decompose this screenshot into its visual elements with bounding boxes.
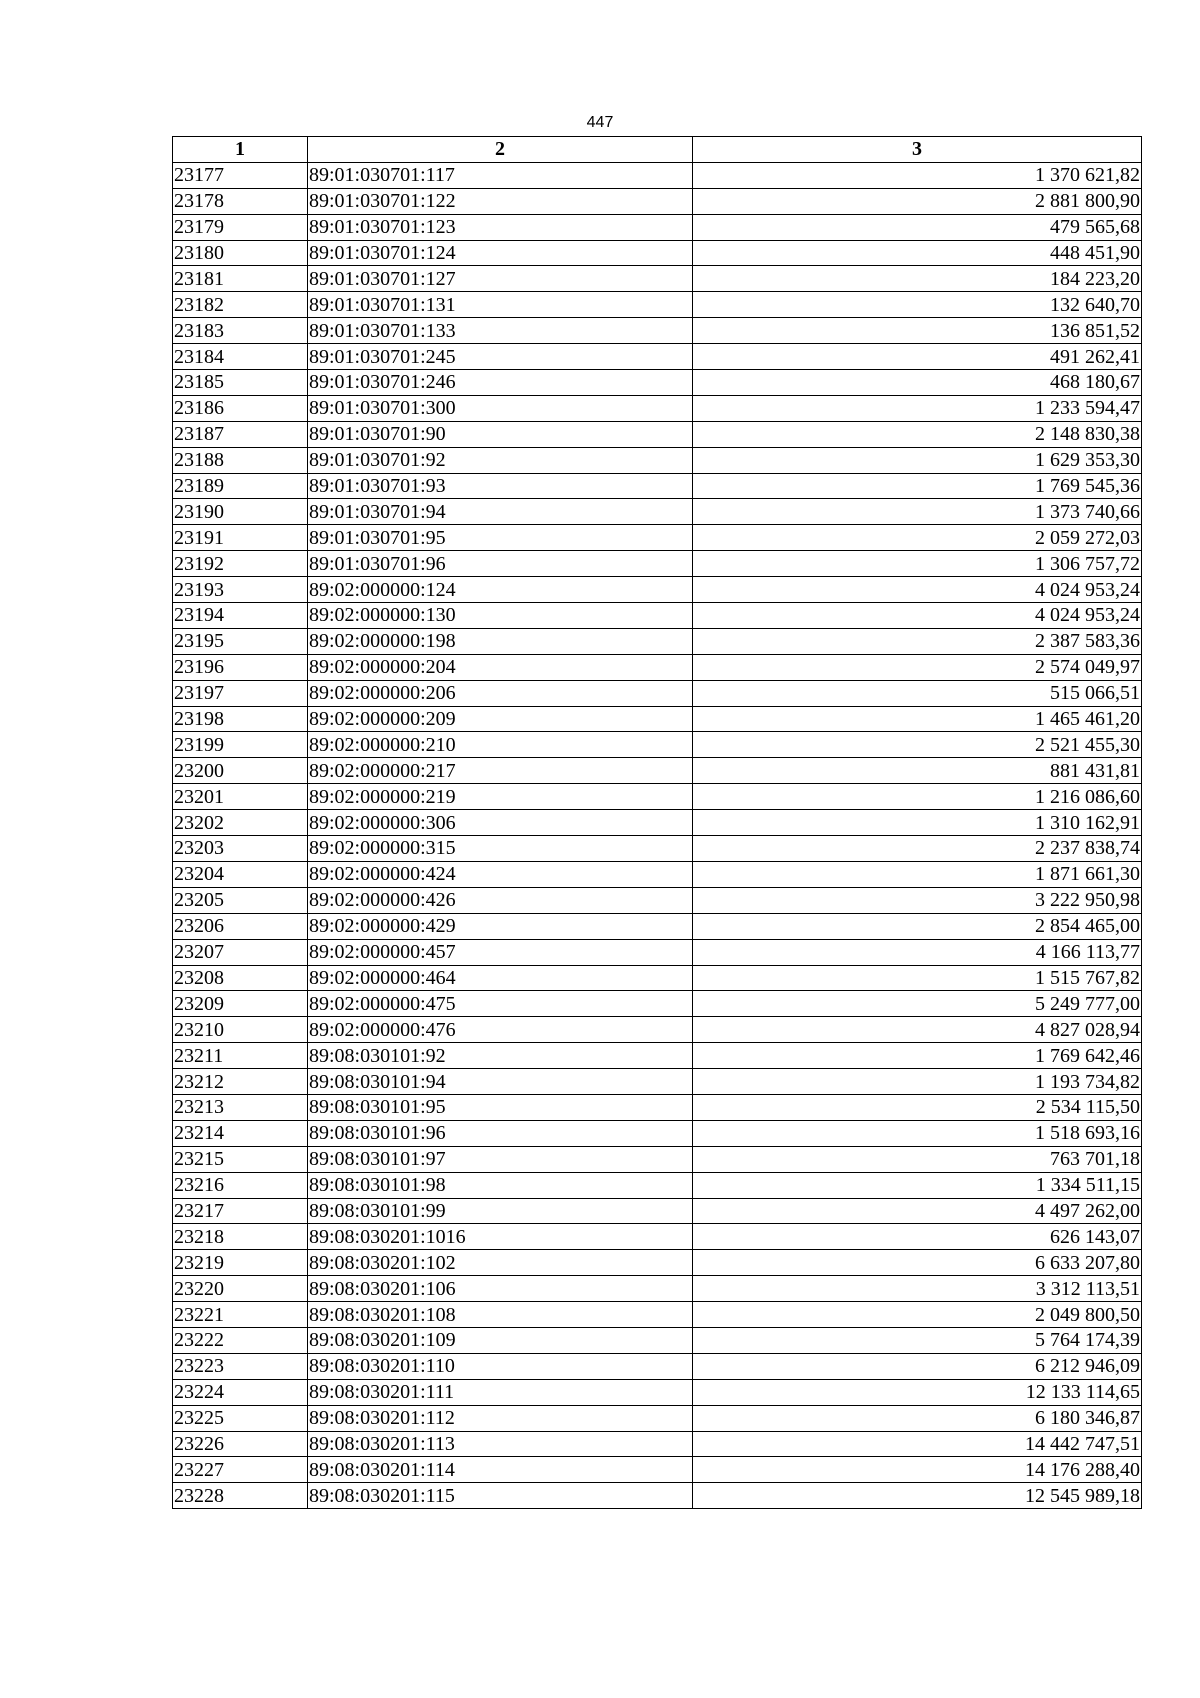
table-row	[173, 758, 1142, 784]
value-cell: 14 176 288,40	[693, 1457, 1142, 1483]
value-cell: 2 237 838,74	[693, 836, 1142, 862]
table-body	[173, 162, 1142, 1508]
cadastral-number-cell: 89:01:030701:95	[308, 525, 693, 551]
row-number-cell: 23206	[173, 913, 308, 939]
value-cell: 4 827 028,94	[693, 1017, 1142, 1043]
value-cell: 1 310 162,91	[693, 810, 1142, 836]
cadastral-number-cell: 89:01:030701:93	[308, 473, 693, 499]
value-cell: 2 574 049,97	[693, 654, 1142, 680]
cadastral-number-cell: 89:02:000000:206	[308, 680, 693, 706]
value-cell: 136 851,52	[693, 318, 1142, 344]
cadastral-number-cell: 89:08:030201:111	[308, 1379, 693, 1405]
table-row	[173, 1276, 1142, 1302]
row-number-cell: 23210	[173, 1017, 308, 1043]
value-cell: 1 769 545,36	[693, 473, 1142, 499]
table-row	[173, 318, 1142, 344]
table-row	[173, 1483, 1142, 1509]
table-row	[173, 1043, 1142, 1069]
table-row	[173, 162, 1142, 188]
table-row	[173, 1302, 1142, 1328]
row-number-cell: 23214	[173, 1120, 308, 1146]
row-number-cell: 23186	[173, 395, 308, 421]
value-cell: 132 640,70	[693, 292, 1142, 318]
value-cell: 1 193 734,82	[693, 1069, 1142, 1095]
cadastral-number-cell: 89:02:000000:426	[308, 887, 693, 913]
cadastral-number-cell: 89:02:000000:130	[308, 603, 693, 629]
value-cell: 1 306 757,72	[693, 551, 1142, 577]
value-cell: 448 451,90	[693, 240, 1142, 266]
table-row	[173, 810, 1142, 836]
table-row	[173, 370, 1142, 396]
cadastral-number-cell: 89:08:030101:94	[308, 1069, 693, 1095]
row-number-cell: 23228	[173, 1483, 308, 1509]
table-row	[173, 577, 1142, 603]
cadastral-number-cell: 89:01:030701:245	[308, 344, 693, 370]
table-row	[173, 784, 1142, 810]
value-cell: 1 370 621,82	[693, 162, 1142, 188]
row-number-cell: 23178	[173, 188, 308, 214]
table-row	[173, 732, 1142, 758]
cadastral-number-cell: 89:01:030701:300	[308, 395, 693, 421]
value-cell: 5 249 777,00	[693, 991, 1142, 1017]
cadastral-number-cell: 89:02:000000:204	[308, 654, 693, 680]
cadastral-number-cell: 89:02:000000:464	[308, 965, 693, 991]
row-number-cell: 23201	[173, 784, 308, 810]
row-number-cell: 23220	[173, 1276, 308, 1302]
registry-table	[172, 136, 1142, 1509]
table-row	[173, 1431, 1142, 1457]
row-number-cell: 23185	[173, 370, 308, 396]
cadastral-number-cell: 89:02:000000:219	[308, 784, 693, 810]
table-row	[173, 628, 1142, 654]
value-cell: 1 334 511,15	[693, 1172, 1142, 1198]
value-cell: 4 166 113,77	[693, 939, 1142, 965]
value-cell: 5 764 174,39	[693, 1327, 1142, 1353]
row-number-cell: 23212	[173, 1069, 308, 1095]
cadastral-number-cell: 89:01:030701:94	[308, 499, 693, 525]
table-row	[173, 654, 1142, 680]
cadastral-number-cell: 89:01:030701:92	[308, 447, 693, 473]
cadastral-number-cell: 89:02:000000:424	[308, 861, 693, 887]
table-row	[173, 188, 1142, 214]
row-number-cell: 23203	[173, 836, 308, 862]
row-number-cell: 23213	[173, 1094, 308, 1120]
cadastral-number-cell: 89:02:000000:198	[308, 628, 693, 654]
table-row	[173, 447, 1142, 473]
row-number-cell: 23204	[173, 861, 308, 887]
table-row	[173, 706, 1142, 732]
table-row	[173, 1224, 1142, 1250]
cadastral-number-cell: 89:01:030701:127	[308, 266, 693, 292]
cadastral-number-cell: 89:08:030101:97	[308, 1146, 693, 1172]
table-row	[173, 395, 1142, 421]
value-cell: 491 262,41	[693, 344, 1142, 370]
row-number-cell: 23227	[173, 1457, 308, 1483]
row-number-cell: 23198	[173, 706, 308, 732]
table-row	[173, 1069, 1142, 1095]
value-cell: 2 881 800,90	[693, 188, 1142, 214]
cadastral-number-cell: 89:01:030701:122	[308, 188, 693, 214]
table-row	[173, 1017, 1142, 1043]
table-row	[173, 836, 1142, 862]
column-header-3: 3	[693, 137, 1142, 163]
row-number-cell: 23221	[173, 1302, 308, 1328]
table-row	[173, 240, 1142, 266]
cadastral-number-cell: 89:01:030701:117	[308, 162, 693, 188]
row-number-cell: 23217	[173, 1198, 308, 1224]
table-header	[173, 137, 1142, 163]
row-number-cell: 23195	[173, 628, 308, 654]
row-number-cell: 23224	[173, 1379, 308, 1405]
value-cell: 4 024 953,24	[693, 577, 1142, 603]
value-cell: 515 066,51	[693, 680, 1142, 706]
row-number-cell: 23199	[173, 732, 308, 758]
value-cell: 12 545 989,18	[693, 1483, 1142, 1509]
row-number-cell: 23187	[173, 421, 308, 447]
cadastral-number-cell: 89:08:030101:95	[308, 1094, 693, 1120]
table-row	[173, 473, 1142, 499]
cadastral-number-cell: 89:02:000000:306	[308, 810, 693, 836]
table-row	[173, 266, 1142, 292]
value-cell: 12 133 114,65	[693, 1379, 1142, 1405]
value-cell: 763 701,18	[693, 1146, 1142, 1172]
header-row	[173, 137, 1142, 163]
cadastral-number-cell: 89:08:030201:109	[308, 1327, 693, 1353]
table-row	[173, 1379, 1142, 1405]
value-cell: 4 024 953,24	[693, 603, 1142, 629]
row-number-cell: 23190	[173, 499, 308, 525]
cadastral-number-cell: 89:02:000000:429	[308, 913, 693, 939]
cadastral-number-cell: 89:08:030101:98	[308, 1172, 693, 1198]
value-cell: 2 049 800,50	[693, 1302, 1142, 1328]
cadastral-number-cell: 89:01:030701:123	[308, 214, 693, 240]
table-row	[173, 991, 1142, 1017]
row-number-cell: 23216	[173, 1172, 308, 1198]
row-number-cell: 23197	[173, 680, 308, 706]
table-row	[173, 1172, 1142, 1198]
table-row	[173, 861, 1142, 887]
cadastral-number-cell: 89:01:030701:124	[308, 240, 693, 266]
table-row	[173, 1250, 1142, 1276]
cadastral-number-cell: 89:08:030201:114	[308, 1457, 693, 1483]
row-number-cell: 23177	[173, 162, 308, 188]
value-cell: 6 212 946,09	[693, 1353, 1142, 1379]
row-number-cell: 23208	[173, 965, 308, 991]
value-cell: 2 387 583,36	[693, 628, 1142, 654]
cadastral-number-cell: 89:08:030201:1016	[308, 1224, 693, 1250]
row-number-cell: 23225	[173, 1405, 308, 1431]
row-number-cell: 23200	[173, 758, 308, 784]
cadastral-number-cell: 89:08:030101:92	[308, 1043, 693, 1069]
row-number-cell: 23223	[173, 1353, 308, 1379]
row-number-cell: 23194	[173, 603, 308, 629]
value-cell: 2 059 272,03	[693, 525, 1142, 551]
value-cell: 2 534 115,50	[693, 1094, 1142, 1120]
cadastral-number-cell: 89:08:030201:108	[308, 1302, 693, 1328]
value-cell: 1 373 740,66	[693, 499, 1142, 525]
row-number-cell: 23205	[173, 887, 308, 913]
cadastral-number-cell: 89:02:000000:209	[308, 706, 693, 732]
cadastral-number-cell: 89:08:030201:115	[308, 1483, 693, 1509]
row-number-cell: 23184	[173, 344, 308, 370]
table-row	[173, 965, 1142, 991]
cadastral-number-cell: 89:01:030701:96	[308, 551, 693, 577]
value-cell: 14 442 747,51	[693, 1431, 1142, 1457]
value-cell: 1 871 661,30	[693, 861, 1142, 887]
row-number-cell: 23222	[173, 1327, 308, 1353]
value-cell: 479 565,68	[693, 214, 1142, 240]
table-row	[173, 1146, 1142, 1172]
table-row	[173, 1405, 1142, 1431]
value-cell: 4 497 262,00	[693, 1198, 1142, 1224]
cadastral-number-cell: 89:08:030201:102	[308, 1250, 693, 1276]
value-cell: 184 223,20	[693, 266, 1142, 292]
row-number-cell: 23192	[173, 551, 308, 577]
row-number-cell: 23209	[173, 991, 308, 1017]
value-cell: 2 148 830,38	[693, 421, 1142, 447]
cadastral-number-cell: 89:01:030701:90	[308, 421, 693, 447]
cadastral-number-cell: 89:02:000000:217	[308, 758, 693, 784]
row-number-cell: 23207	[173, 939, 308, 965]
value-cell: 6 633 207,80	[693, 1250, 1142, 1276]
row-number-cell: 23191	[173, 525, 308, 551]
page-number: 447	[586, 114, 614, 131]
row-number-cell: 23182	[173, 292, 308, 318]
row-number-cell: 23188	[173, 447, 308, 473]
value-cell: 881 431,81	[693, 758, 1142, 784]
value-cell: 3 312 113,51	[693, 1276, 1142, 1302]
value-cell: 1 515 767,82	[693, 965, 1142, 991]
value-cell: 1 769 642,46	[693, 1043, 1142, 1069]
table-row	[173, 1120, 1142, 1146]
cadastral-number-cell: 89:02:000000:315	[308, 836, 693, 862]
value-cell: 468 180,67	[693, 370, 1142, 396]
cadastral-number-cell: 89:08:030201:106	[308, 1276, 693, 1302]
table-row	[173, 603, 1142, 629]
row-number-cell: 23218	[173, 1224, 308, 1250]
column-header-1: 1	[173, 137, 308, 163]
table-row	[173, 499, 1142, 525]
row-number-cell: 23219	[173, 1250, 308, 1276]
value-cell: 1 465 461,20	[693, 706, 1142, 732]
table-row	[173, 1457, 1142, 1483]
table-row	[173, 292, 1142, 318]
cadastral-number-cell: 89:08:030101:99	[308, 1198, 693, 1224]
row-number-cell: 23211	[173, 1043, 308, 1069]
row-number-cell: 23193	[173, 577, 308, 603]
table-row	[173, 1094, 1142, 1120]
cadastral-number-cell: 89:02:000000:475	[308, 991, 693, 1017]
cadastral-number-cell: 89:01:030701:131	[308, 292, 693, 318]
value-cell: 1 518 693,16	[693, 1120, 1142, 1146]
cadastral-number-cell: 89:02:000000:124	[308, 577, 693, 603]
column-header-2: 2	[308, 137, 693, 163]
row-number-cell: 23189	[173, 473, 308, 499]
cadastral-number-cell: 89:08:030201:112	[308, 1405, 693, 1431]
table-row	[173, 1327, 1142, 1353]
cadastral-number-cell: 89:08:030201:113	[308, 1431, 693, 1457]
row-number-cell: 23183	[173, 318, 308, 344]
value-cell: 2 854 465,00	[693, 913, 1142, 939]
table-row	[173, 680, 1142, 706]
row-number-cell: 23215	[173, 1146, 308, 1172]
table-row	[173, 939, 1142, 965]
table-row	[173, 214, 1142, 240]
table-row	[173, 887, 1142, 913]
row-number-cell: 23202	[173, 810, 308, 836]
value-cell: 1 216 086,60	[693, 784, 1142, 810]
table-row	[173, 421, 1142, 447]
cadastral-number-cell: 89:08:030201:110	[308, 1353, 693, 1379]
value-cell: 6 180 346,87	[693, 1405, 1142, 1431]
cadastral-number-cell: 89:01:030701:246	[308, 370, 693, 396]
row-number-cell: 23181	[173, 266, 308, 292]
table-row	[173, 1353, 1142, 1379]
value-cell: 1 629 353,30	[693, 447, 1142, 473]
table-row	[173, 525, 1142, 551]
row-number-cell: 23226	[173, 1431, 308, 1457]
table-row	[173, 344, 1142, 370]
table-row	[173, 913, 1142, 939]
row-number-cell: 23180	[173, 240, 308, 266]
cadastral-number-cell: 89:02:000000:210	[308, 732, 693, 758]
table-row	[173, 551, 1142, 577]
row-number-cell: 23196	[173, 654, 308, 680]
row-number-cell: 23179	[173, 214, 308, 240]
cadastral-number-cell: 89:08:030101:96	[308, 1120, 693, 1146]
value-cell: 3 222 950,98	[693, 887, 1142, 913]
value-cell: 1 233 594,47	[693, 395, 1142, 421]
cadastral-number-cell: 89:01:030701:133	[308, 318, 693, 344]
value-cell: 2 521 455,30	[693, 732, 1142, 758]
cadastral-number-cell: 89:02:000000:476	[308, 1017, 693, 1043]
table-row	[173, 1198, 1142, 1224]
value-cell: 626 143,07	[693, 1224, 1142, 1250]
cadastral-number-cell: 89:02:000000:457	[308, 939, 693, 965]
